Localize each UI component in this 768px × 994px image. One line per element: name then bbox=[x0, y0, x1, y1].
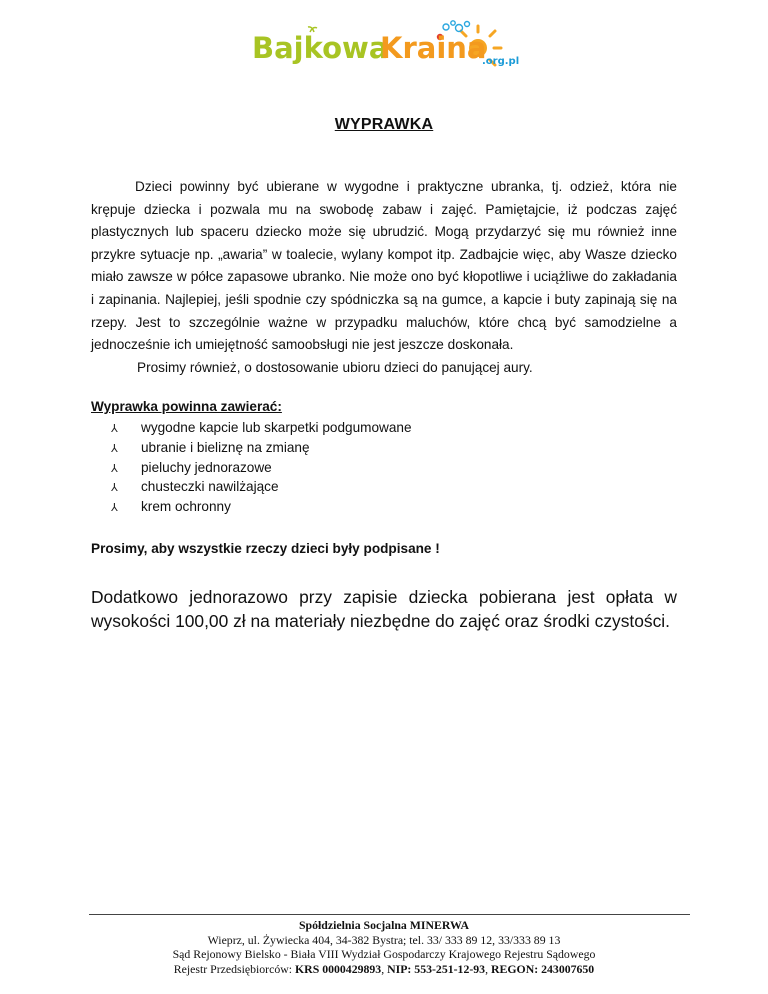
footer bbox=[0, 918, 768, 976]
page-title: WYPRAWKA bbox=[334, 116, 434, 133]
footer-org-name: Spółdzielnia Socjalna MINERWA bbox=[298, 918, 469, 932]
footer-address: Wieprz, ul. Żywiecka 404, 34-382 Bystra; tel. 33/ 333 89 12, 33/333 89 13 bbox=[207, 932, 561, 947]
intro-paragraph-1: Dzieci powinny być ubierane w wygodne i praktyczne ubranka, tj. odzież, która nie krępuje dziecka i pozwala mu na swobodę zabaw i zajęć. Pamiętajcie, iż podczas zajęć plastycznych lub spaceru dziecko może się ubrudzić. Mogą przydarzyć się mu również inne przykre sytuacje np. „awaria” w toalecie, wylany kompot itp. Zadbajcie więc, aby Wasze dziecko miało zawsze w półce zapasowe ubranko. Nie może ono być kłopotliwe i uciążliwe do zakładania i zapinania. Najlepiej, jeśli spodnie czy spódniczka są na gumce, a kapcie i buty zapinają się na rzepy. Jest to szczególnie ważne w przypadku maluchów, które chcą być samodzielne a jednocześnie ich umiejętność samoobsługi nie jest jeszcze doskonała. bbox=[91, 179, 677, 353]
bubbles-icon bbox=[443, 21, 470, 32]
intro-paragraph-2: Prosimy również, o dostosowanie ubioru dzieci do panującej aury. bbox=[137, 359, 533, 375]
footer-nip: NIP: 553-251-12-93 bbox=[387, 961, 486, 976]
footer-divider bbox=[89, 914, 690, 915]
footer-separator: , bbox=[381, 961, 388, 976]
pyramid-bullet-icon: ⅄ bbox=[111, 482, 118, 495]
kit-item-label: pieluchy jednorazowe bbox=[141, 459, 272, 475]
pyramid-bullet-icon: ⅄ bbox=[111, 462, 118, 475]
logo-word-bajkowa: Bajkowa bbox=[252, 31, 389, 65]
list-item bbox=[111, 438, 412, 458]
footer-regon: REGON: 243007650 bbox=[490, 961, 595, 976]
kit-item-label: krem ochronny bbox=[141, 499, 231, 515]
footer-court: Sąd Rejonowy Bielsko - Biała VIII Wydział Gospodarczy Krajowego Rejestru Sądowego bbox=[172, 947, 596, 962]
intro-text bbox=[91, 176, 677, 379]
kit-item-label: chusteczki nawilżające bbox=[141, 479, 279, 495]
pyramid-bullet-icon: ⅄ bbox=[111, 442, 118, 455]
pyramid-bullet-icon: ⅄ bbox=[111, 423, 118, 435]
footer-registry bbox=[0, 962, 768, 977]
list-item bbox=[111, 418, 412, 438]
kit-heading: Wyprawka powinna zawierać: bbox=[91, 399, 282, 414]
sign-note: Prosimy, aby wszystkie rzeczy dzieci były podpisane ! bbox=[91, 541, 440, 556]
list-item bbox=[111, 497, 412, 517]
fee-paragraph: Dodatkowo jednorazowo przy zapisie dziecka pobierana jest opłata w wysokości 100,00 zł na materiały niezbędne do zajęć oraz środki czystości. bbox=[91, 587, 677, 631]
logo-word-kraina: Kraina bbox=[380, 31, 487, 65]
footer-registry-prefix: Rejestr Przedsiębiorców: bbox=[173, 961, 295, 976]
kit-item-label: ubranie i bieliznę na zmianę bbox=[141, 439, 310, 455]
logo bbox=[250, 18, 525, 80]
footer-separator: , bbox=[485, 961, 491, 976]
kit-list bbox=[111, 418, 412, 517]
pyramid-bullet-icon: ⅄ bbox=[111, 502, 118, 515]
list-item bbox=[111, 477, 412, 497]
footer-krs: KRS 0000429893 bbox=[295, 961, 382, 976]
kit-item-label: wygodne kapcie lub skarpetki podgumowane bbox=[141, 420, 412, 435]
logo-domain: .org.pl bbox=[482, 56, 520, 67]
logo-graphic bbox=[250, 18, 525, 80]
list-item bbox=[111, 458, 412, 478]
